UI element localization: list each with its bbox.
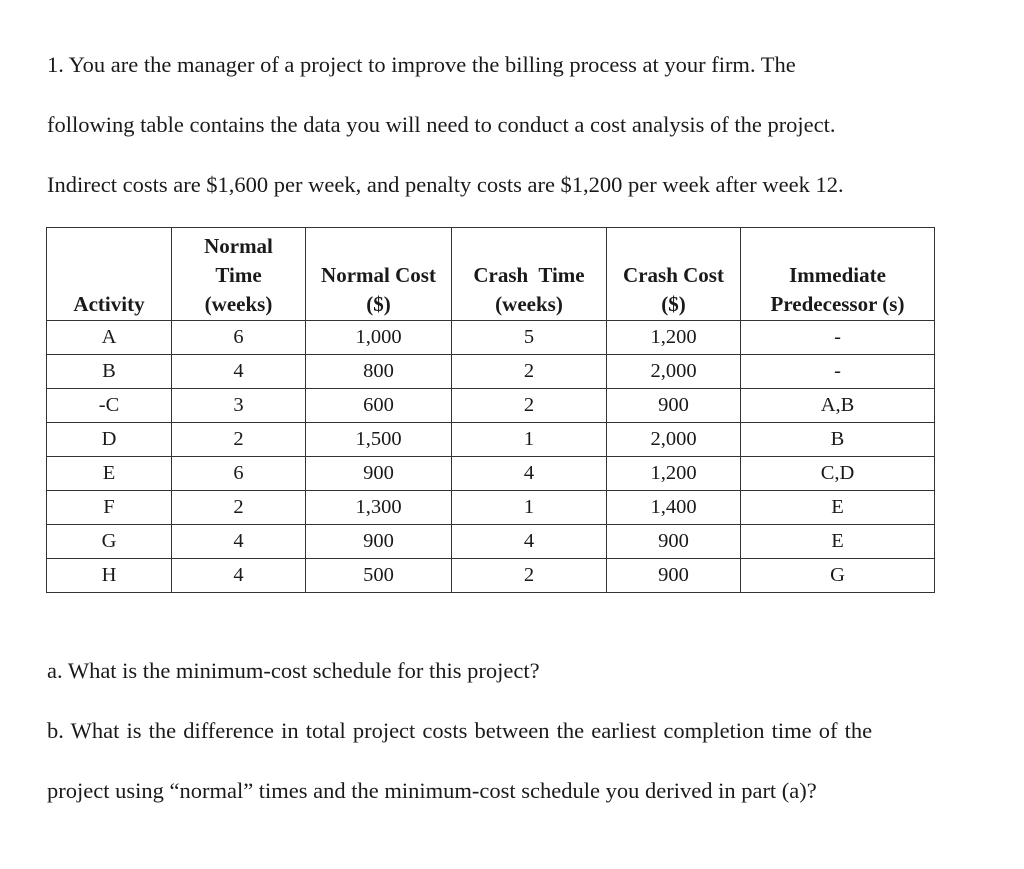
cell-activity: H: [47, 559, 172, 593]
header-crash-cost-line: ($): [661, 292, 686, 316]
cell-activity: D: [47, 423, 172, 457]
header-normal-time-line: Normal: [204, 234, 273, 258]
cell-crash-time: 4: [452, 525, 607, 559]
cell-normal-time: 4: [172, 355, 306, 389]
table-row: [47, 389, 935, 423]
table-row: [47, 423, 935, 457]
cell-crash-cost: 2,000: [607, 423, 741, 457]
cell-normal-cost: 900: [306, 525, 452, 559]
header-predecessor-line: Immediate: [789, 263, 886, 287]
table-row: [47, 457, 935, 491]
header-normal-time-line: Time: [215, 263, 262, 287]
cell-normal-time: 6: [172, 457, 306, 491]
cell-normal-cost: 1,500: [306, 423, 452, 457]
activity-table: [46, 227, 935, 593]
table-header-row: [47, 228, 935, 321]
table-row: [47, 355, 935, 389]
cell-crash-cost: 2,000: [607, 355, 741, 389]
cell-crash-cost: 1,200: [607, 457, 741, 491]
cell-predecessor: A,B: [741, 389, 935, 423]
cell-normal-time: 3: [172, 389, 306, 423]
header-activity: Activity: [47, 228, 172, 321]
cell-normal-cost: 1,300: [306, 491, 452, 525]
header-normal-cost-line: ($): [366, 292, 391, 316]
cell-crash-cost: 900: [607, 389, 741, 423]
cell-crash-time: 2: [452, 389, 607, 423]
header-crash-time: [452, 228, 607, 321]
header-predecessor-line: Predecessor (s): [770, 292, 905, 316]
question-b-line-2: project using “normal” times and the minimum-cost schedule you derived in part (a)?: [47, 778, 817, 803]
header-normal-time: [172, 228, 306, 321]
cell-normal-cost: 1,000: [306, 321, 452, 355]
header-normal-time-line: (weeks): [204, 292, 273, 316]
cell-predecessor: G: [741, 559, 935, 593]
header-crash-cost: [607, 228, 741, 321]
header-normal-cost-line: Normal Cost: [321, 263, 436, 287]
cell-crash-cost: 1,200: [607, 321, 741, 355]
cell-predecessor: C,D: [741, 457, 935, 491]
table-row: [47, 321, 935, 355]
cell-normal-time: 4: [172, 559, 306, 593]
cell-normal-time: 6: [172, 321, 306, 355]
header-crash-time-line: Crash Time: [473, 263, 585, 287]
cell-crash-time: 2: [452, 559, 607, 593]
cell-normal-cost: 500: [306, 559, 452, 593]
cell-normal-time: 2: [172, 423, 306, 457]
cell-normal-time: 4: [172, 525, 306, 559]
header-crash-cost-line: Crash Cost: [623, 263, 724, 287]
cell-activity: E: [47, 457, 172, 491]
cell-crash-cost: 900: [607, 525, 741, 559]
header-predecessor: [741, 228, 935, 321]
cell-activity: -C: [47, 389, 172, 423]
cell-activity: B: [47, 355, 172, 389]
cell-activity: G: [47, 525, 172, 559]
cell-crash-time: 1: [452, 423, 607, 457]
intro-line-3: Indirect costs are $1,600 per week, and penalty costs are $1,200 per week after week 12.: [47, 172, 844, 197]
question-b-line-1: b. What is the difference in total project costs between the earliest completion time of the: [47, 718, 873, 743]
cell-crash-cost: 900: [607, 559, 741, 593]
table-row: [47, 559, 935, 593]
cell-predecessor: -: [741, 355, 935, 389]
cell-activity: F: [47, 491, 172, 525]
cell-predecessor: E: [741, 491, 935, 525]
cell-crash-cost: 1,400: [607, 491, 741, 525]
table-row: [47, 491, 935, 525]
intro-line-2: following table contains the data you will need to conduct a cost analysis of the project.: [47, 112, 836, 137]
cell-predecessor: -: [741, 321, 935, 355]
question-a: a. What is the minimum-cost schedule for this project?: [47, 658, 540, 683]
cell-normal-cost: 800: [306, 355, 452, 389]
table-row: [47, 525, 935, 559]
cell-crash-time: 5: [452, 321, 607, 355]
header-normal-cost: [306, 228, 452, 321]
cell-crash-time: 2: [452, 355, 607, 389]
cell-normal-time: 2: [172, 491, 306, 525]
cell-predecessor: E: [741, 525, 935, 559]
header-crash-time-line: (weeks): [495, 292, 563, 316]
cell-activity: A: [47, 321, 172, 355]
cell-normal-cost: 600: [306, 389, 452, 423]
intro-line-1: 1. You are the manager of a project to improve the billing process at your firm. The: [47, 52, 796, 77]
cell-normal-cost: 900: [306, 457, 452, 491]
cell-crash-time: 1: [452, 491, 607, 525]
table-body: [47, 321, 935, 593]
cell-crash-time: 4: [452, 457, 607, 491]
cell-predecessor: B: [741, 423, 935, 457]
